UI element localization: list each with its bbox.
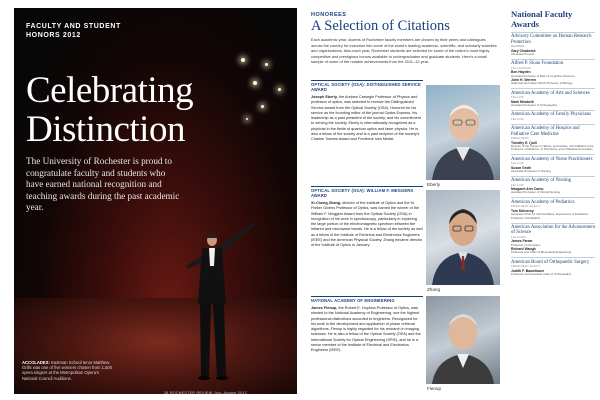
org-name: American Board of Orthopaedic Surgery bbox=[511, 259, 590, 265]
recipient-role: Associate Provost bbox=[511, 52, 535, 56]
recipient-role: Professor of Chemistry bbox=[511, 242, 541, 247]
recipient-role: Director of the Center for Ethics, Humanities, and Palliative Care; Professor of Medicine, of Psychiatry, and of Medical Humanities bbox=[511, 143, 595, 152]
recipient-role: Associate Professor of Nursing bbox=[511, 168, 551, 173]
award-category: FELLOW bbox=[511, 183, 524, 187]
org-name: American Academy of Family Physicians bbox=[511, 112, 591, 118]
list-item bbox=[511, 154, 595, 173]
recipient-role: Nathaniel and Helen Wisch Professor of Biology bbox=[511, 81, 573, 86]
award-category: FELLOW bbox=[511, 96, 524, 100]
recipient-name: Susan Groth bbox=[511, 165, 532, 170]
org-name: American Academy of Hospice and Palliative Care Medicine bbox=[511, 126, 580, 137]
citation-text: director of the Institute of Optics and the M. Parker Givens Professor of Optics, was named the winner of the William F. Meggers Award from the Optical Society (OSA) in recognition of his work in spectroscopy, particularly in exploring the large portion of the electromagnetic spectrum between the infrared and microwave bands. He is a fellow of the society as well as a fellow of the Institute of Electrical and Electronics Engineers (IEEE) and the American Physical Society. Zhang became director of the Institute of Optics in January. bbox=[311, 201, 423, 248]
org-name: Advisory Committee on Human Research Protection bbox=[511, 34, 592, 45]
recipient-role: Assistant Professor of Clinical Nursing bbox=[511, 190, 560, 195]
stage-light-icon bbox=[246, 118, 248, 120]
photo-label: Zhang bbox=[427, 287, 441, 292]
list-item bbox=[511, 32, 595, 57]
award-title: NATIONAL ACADEMY OF ENGINEERING bbox=[311, 298, 395, 303]
recipient-role: Associate Chair for Clinical Affairs, Department of Pediatrics; Professor of Pediatrics bbox=[511, 212, 589, 220]
org-name: American Academy of Nursing bbox=[511, 178, 572, 184]
award-category: FELLOWSHIP bbox=[511, 66, 532, 70]
kicker-line-1: FACULTY AND STUDENT bbox=[26, 23, 121, 30]
portrait-photo bbox=[426, 296, 500, 384]
honoree-name: Joseph Eberly, bbox=[311, 95, 338, 99]
page-title-line-1: Celebrating bbox=[26, 70, 194, 111]
citations-heading: A Selection of Citations bbox=[311, 18, 450, 34]
stage-light-icon bbox=[261, 105, 264, 108]
section-label: HONOREES bbox=[311, 12, 347, 18]
sidebar-awards bbox=[505, 0, 597, 400]
recipient-role: Professor and Chair of Biomedical Engineering bbox=[511, 250, 572, 255]
caption-text: Eastman School tenor Matthew Grills was one of five winners chosen from 1,500 opera singers at the Metropolitan Opera's National Council Auditions. bbox=[22, 360, 113, 381]
sidebar-title: National Faculty Awards bbox=[511, 9, 573, 29]
list-item bbox=[511, 59, 595, 86]
singer-figure bbox=[182, 204, 262, 394]
award-citation bbox=[311, 95, 423, 143]
section-kicker bbox=[26, 22, 176, 40]
org-name: Alfred P. Sloan Foundation bbox=[511, 61, 564, 67]
recipient-name: Margaret Ann Carno bbox=[511, 187, 544, 192]
award-category: PRESIDENT-ELECT bbox=[511, 205, 541, 209]
portrait-photo bbox=[426, 190, 500, 285]
org-name: American Association for the Advancement of Science bbox=[511, 225, 595, 236]
portrait-photo bbox=[426, 85, 500, 180]
recipient-name: James Farrar bbox=[511, 239, 533, 244]
list-item bbox=[511, 124, 595, 152]
list-item bbox=[511, 176, 595, 195]
award-category: FELLOWS bbox=[511, 235, 526, 239]
recipient-name: John H. Werren bbox=[511, 78, 536, 83]
org-name: American Academy of Nurse Practitioners bbox=[511, 156, 593, 162]
award-title: OPTICAL SOCIETY (OSA): WILLIAM F. MEGGERS AWARD bbox=[311, 188, 414, 199]
org-name: American Academy of Arts and Sciences bbox=[511, 90, 590, 96]
list-item bbox=[511, 110, 595, 121]
intro-paragraph: The University of Rochester is proud to congratulate faculty and students who have earned national recognition and teaching awards during the past academic year. bbox=[26, 156, 180, 213]
recipient-name: Tom McInerny bbox=[511, 208, 534, 213]
divider bbox=[311, 296, 423, 297]
stage-light-icon bbox=[278, 88, 281, 91]
citation-text: the Andrew Carnegie Professor of Physics and professor of optics, was selected to receive the Distinguished Service Award from the Optical Society (OSA). Honored for his service as the founding editor of the journal Optics Express, his leadership as a past president of the society, and his commitment to serving the society, Eberly is internationally recognized as a physicist in the fields of quantum optics and laser physics. He is also a fellow of the society and is a past recipient of the society's Charles Townes Award and Frederick Ives Medal. bbox=[311, 95, 421, 142]
award-citation bbox=[311, 306, 423, 354]
award-category: PRESIDENT bbox=[511, 136, 530, 140]
lede-paragraph: Each academic year, dozens of Rochester faculty members are chosen by their peers and colleagues across the country for induction into some of the world's leading academic, scientific, and scholarly societies and organizations. Also each year, Rochester students are selected for some of the nation's most highly competitive and prestigious honors available to undergraduates and graduate students. Here's a small sample of some of the notable achievements from the 2011–12 year. bbox=[311, 37, 497, 64]
recipient-name: Gary Chadwick bbox=[511, 48, 536, 53]
honoree-name: Xi-Cheng Zhang, bbox=[311, 201, 342, 205]
award-citation bbox=[311, 201, 423, 249]
divider bbox=[311, 80, 423, 81]
award-title: OPTICAL SOCIETY (OSA): DISTINGUISHED SERVICE AWARD bbox=[311, 82, 421, 93]
org-name: American Academy of Pediatrics bbox=[511, 199, 575, 205]
recipient-role: Assistant Professor of Brain & Cognitive Sciences bbox=[511, 73, 575, 78]
person-silhouette-icon bbox=[426, 190, 500, 285]
award-category: PRESIDENT-ELECT bbox=[511, 265, 541, 269]
photo-label: Fienup bbox=[427, 386, 442, 391]
recipient-name: Judith F. Baumhauer bbox=[511, 268, 545, 273]
photo-label: Eberly bbox=[427, 182, 441, 187]
list-item bbox=[511, 257, 595, 276]
honoree-name: James Fienup, bbox=[311, 306, 338, 310]
recipient-name: Mark Mirabelli bbox=[511, 99, 534, 104]
recipient-role: Professor and Associate Chair of Orthopaedics bbox=[511, 272, 572, 276]
award-category: MEMBER bbox=[511, 45, 525, 49]
list-item bbox=[511, 197, 595, 220]
recipient-name: Richard Waugh bbox=[511, 247, 536, 252]
stage-light-icon bbox=[265, 63, 268, 66]
page-folio: 26 ROCHESTER REVIEW July–August 2012 bbox=[164, 391, 248, 394]
cover-page bbox=[14, 8, 297, 394]
stage-light-icon bbox=[241, 58, 245, 62]
person-silhouette-icon bbox=[426, 296, 500, 384]
list-item bbox=[511, 88, 595, 107]
page-title-line-2: Distinction bbox=[26, 109, 185, 150]
list-item bbox=[511, 223, 595, 255]
recipient-role: Assistant Professor of Orthopaedics bbox=[511, 102, 558, 107]
person-silhouette-icon bbox=[426, 85, 500, 180]
stage-light-icon bbox=[253, 81, 257, 85]
recipient-name: Timothy E. Quill bbox=[511, 140, 537, 145]
awards-list bbox=[511, 32, 595, 279]
caption-lead: ACCOLADES: bbox=[22, 360, 50, 365]
divider bbox=[311, 186, 423, 187]
photo-caption bbox=[22, 360, 114, 381]
recipient-name: Ben Hayden bbox=[511, 70, 531, 75]
award-category: FELLOW bbox=[511, 117, 524, 121]
award-category: FELLOW bbox=[511, 162, 524, 166]
kicker-line-2: HONORS 2012 bbox=[26, 32, 81, 39]
citation-text: the Robert E. Hopkins Professor of Optics, was elected to the National Academy of Engineering, one the highest professional distinctions accorded to engineers. Recognized for his work in the development and application of phase retrieval algorithms, Fienup is highly regarded for his research in imaging sciences. He is also a fellow of the Optical Society (OSA) and the International Society for Optical Engineering (SPIE), and he is a senior member of the Institute of Electrical and Electronics Engineers (IEEE). bbox=[311, 306, 421, 353]
